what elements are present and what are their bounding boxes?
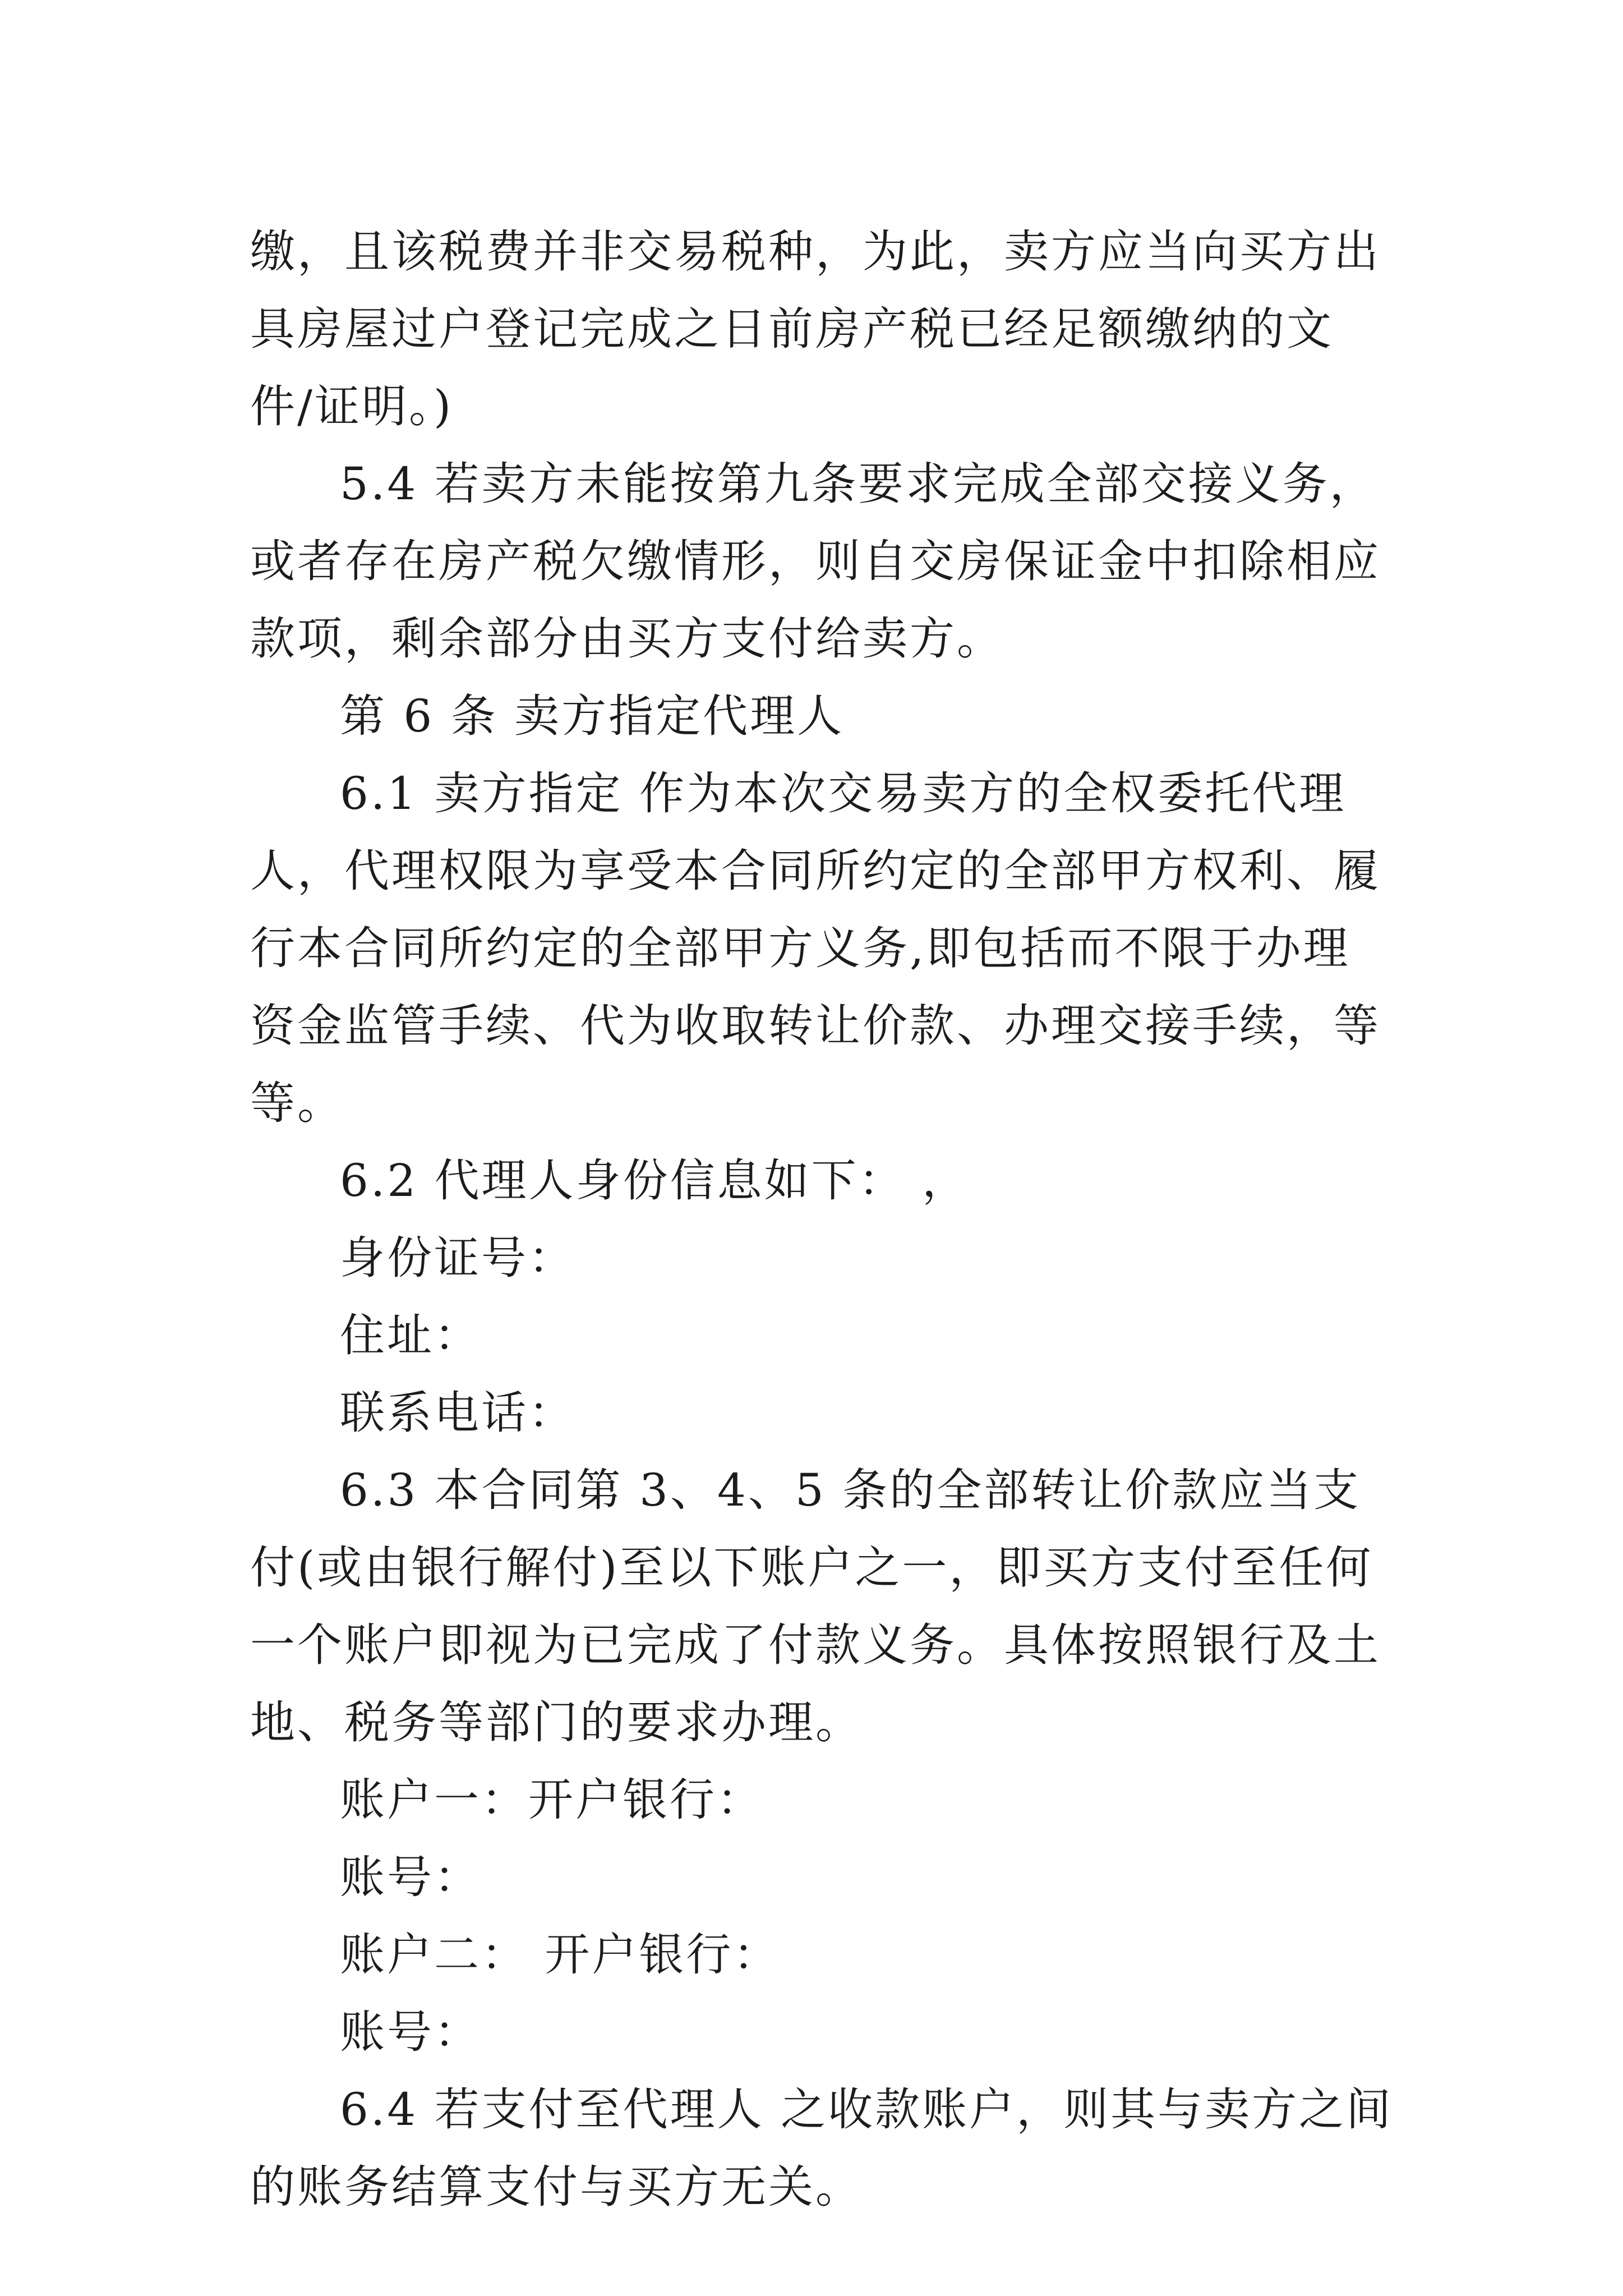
field-id-number: 身份证号： bbox=[340, 1232, 575, 1284]
document-body bbox=[250, 213, 1394, 2226]
field-phone: 联系电话： bbox=[340, 1387, 575, 1439]
paragraph-tax-continued: 缴，且该税费并非交易税种，为此，卖方应当向买方出具房屋过户登记完成之日前房产税已经足额缴纳的文件/证明。) bbox=[250, 226, 1381, 432]
clause-6-4: 6.4 若支付至代理人 之收款账户，则其与卖方之间的账务结算支付与买方无关。 bbox=[250, 2083, 1394, 2213]
field-account-2-number: 账号： bbox=[340, 2006, 481, 2058]
field-account-1-bank: 账户一：开户银行： bbox=[340, 1774, 764, 1826]
field-address: 住址： bbox=[340, 1309, 481, 1361]
clause-6-2: 6.2 代理人身份信息如下： ， bbox=[340, 1154, 970, 1207]
clause-5-4: 5.4 若卖方未能按第九条要求完成全部交接义务，或者存在房产税欠缴情形，则自交房保证金中扣除相应款项，剩余部分由买方支付给卖方。 bbox=[250, 458, 1381, 665]
clause-6-1: 6.1 卖方指定 作为本次交易卖方的全权委托代理人，代理权限为享受本合同所约定的全部甲方权利、履行本合同所约定的全部甲方义务,即包括而不限于办理资金监管手续、代为收取转让价款、办理交接手续，等等。 bbox=[250, 767, 1381, 1129]
clause-6-3: 6.3 本合同第 3、4、5 条的全部转让价款应当支付(或由银行解付)至以下账户之一，即买方支付至任何一个账户即视为已完成了付款义务。具体按照银行及土地、税务等部门的要求办理。 bbox=[250, 1464, 1381, 1749]
field-account-1-number: 账号： bbox=[340, 1851, 481, 1903]
field-account-2-bank: 账户二： 开户银行： bbox=[340, 1929, 781, 1981]
article-6-heading: 第 6 条 卖方指定代理人 bbox=[340, 690, 845, 742]
